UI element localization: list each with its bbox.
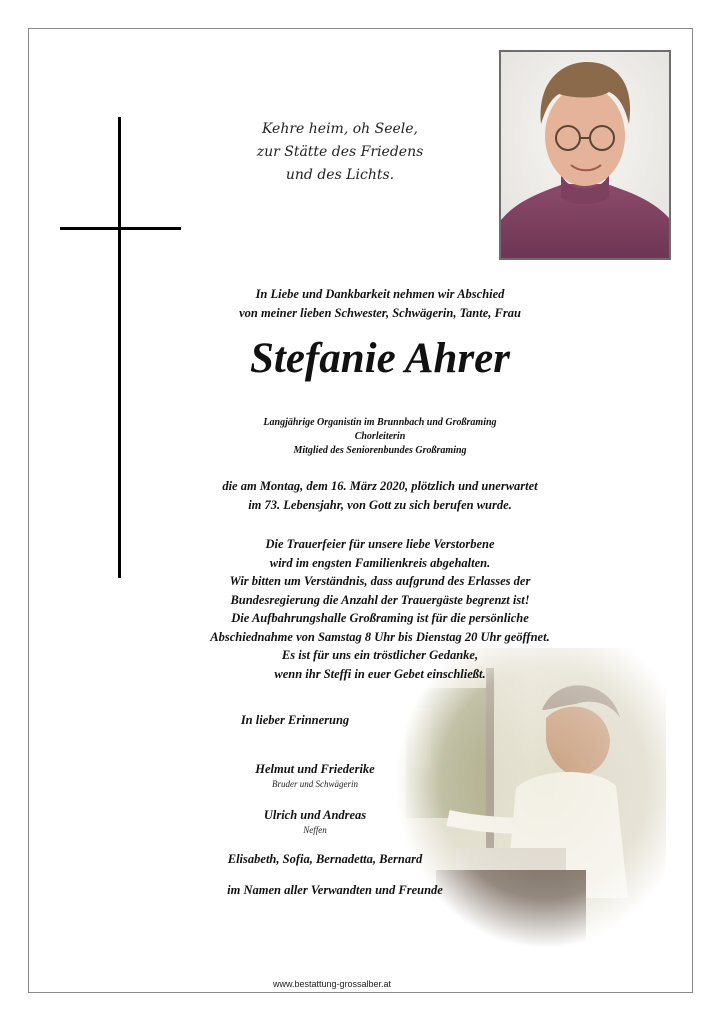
mourner-group-3: Elisabeth, Sofia, Bernadetta, Bernard [227, 852, 423, 866]
deceased-name: Stefanie Ahrer [249, 335, 510, 382]
intro-line: von meiner lieben Schwester, Schwägerin, Tante, Frau [239, 305, 521, 320]
mourner-group-1-relation: Bruder und Schwägerin [272, 779, 358, 789]
role-line: Langjährige Organistin im Brunnbach und Großraming [263, 417, 497, 428]
portrait-photo [499, 50, 671, 260]
cross-horizontal-bar [60, 227, 181, 230]
footer-website[interactable]: www.bestattung-grossalber.at [272, 979, 392, 989]
death-line: im 73. Lebensjahr, von Gott zu sich berufen wurde. [248, 497, 512, 512]
funeral-notice [120, 535, 640, 646]
organ-playing-photo [396, 648, 666, 948]
death-line: die am Montag, dem 16. März 2020, plötzlich und unerwartet [222, 479, 538, 493]
mourner-group-1: Helmut und Friederike [255, 762, 375, 776]
funeral-line: Die Trauerfeier für unsere liebe Verstorbene [265, 537, 495, 551]
role-line: Chorleiterin [354, 431, 406, 442]
funeral-line: Abschiednahme von Samstag 8 Uhr bis Dienstag 20 Uhr geöffnet. [210, 629, 550, 644]
funeral-line: wird im engsten Familienkreis abgehalten. [269, 555, 491, 570]
mourners-heading: In lieber Erinnerung [240, 713, 350, 727]
mourner-group-2: Ulrich und Andreas [263, 808, 367, 822]
comfort-line: Es ist für uns ein tröstlicher Gedanke, [281, 648, 479, 662]
motto-line: und des Lichts. [285, 167, 395, 183]
motto-line: zur Stätte des Friedens [256, 144, 424, 160]
roles-text [120, 416, 640, 458]
comfort-text [120, 646, 640, 683]
mourner-group-2-relation: Neffen [303, 825, 327, 835]
motto-verse [240, 118, 440, 187]
mourners-closing: im Namen aller Verwandten und Freunde [227, 883, 443, 897]
death-notice [120, 477, 640, 514]
intro-text [120, 285, 640, 322]
funeral-line: Bundesregierung die Anzahl der Trauergäste begrenzt ist! [230, 592, 530, 607]
intro-line: In Liebe und Dankbarkeit nehmen wir Abschied [255, 287, 505, 301]
comfort-line: wenn ihr Steffi in euer Gebet einschließt. [274, 666, 486, 681]
funeral-line: Wir bitten um Verständnis, dass aufgrund des Erlasses der [229, 574, 531, 588]
funeral-line: Die Aufbahrungshalle Großraming ist für die persönliche [231, 611, 529, 625]
role-line: Mitglied des Seniorenbundes Großraming [293, 445, 467, 456]
motto-line: Kehre heim, oh Seele, [261, 121, 419, 137]
